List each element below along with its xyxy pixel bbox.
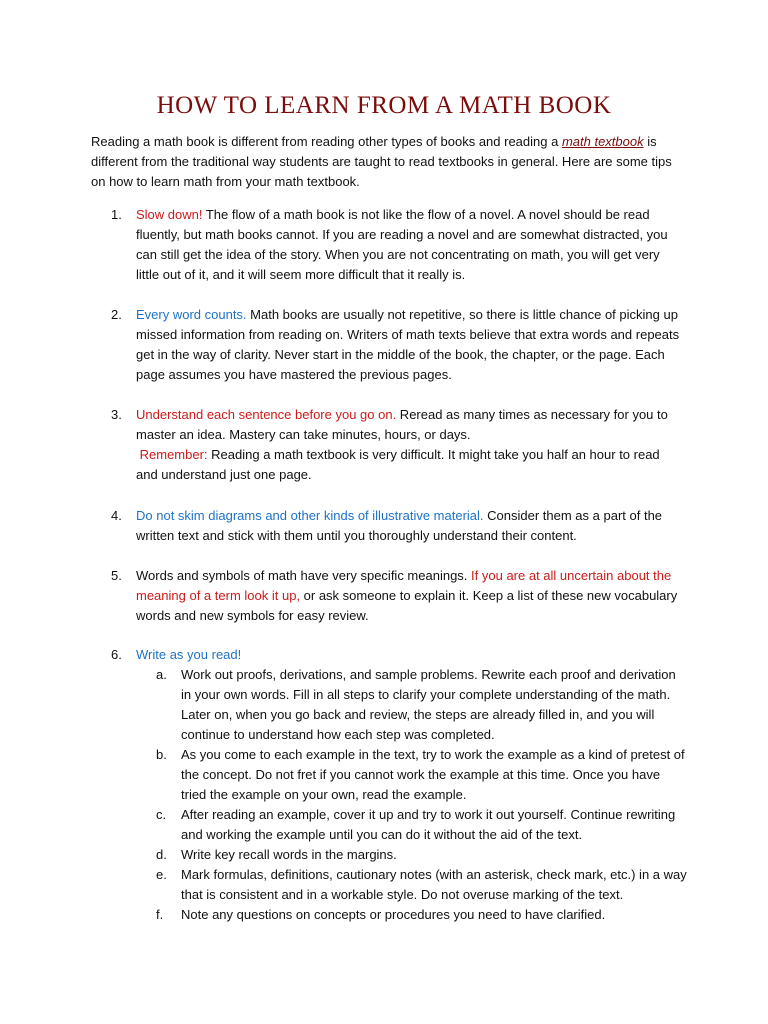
sub-item-letter: a.: [156, 667, 167, 682]
sub-item-c: [136, 805, 688, 845]
item-number: 2.: [111, 307, 122, 322]
remember-text: Reading a math textbook is very difficult. It might take you half an hour to read and understand just one page.: [136, 447, 660, 482]
list-item-1: [91, 205, 681, 285]
list-item-6: [91, 645, 681, 665]
item-text: or ask someone to explain it. Keep a list of these new vocabulary words and new symbols for easy review.: [136, 588, 678, 623]
sub-item-d: [136, 845, 688, 865]
sub-item-text: Note any questions on concepts or procedures you need to have clarified.: [181, 907, 606, 922]
item-number: 3.: [111, 407, 122, 422]
item-highlight: Slow down!: [136, 207, 203, 222]
sub-item-text: After reading an example, cover it up and try to work it out yourself. Continue rewriting and working the example until you can do it without the aid of the text.: [181, 807, 676, 842]
sub-item-letter: c.: [156, 807, 167, 822]
item-highlight: If you are at all uncertain about the meaning of a term look it up,: [136, 568, 672, 603]
item-highlight: Do not skim diagrams and other kinds of illustrative material.: [136, 508, 484, 523]
sub-item-b: [136, 745, 688, 805]
list-item-2: [91, 305, 681, 385]
sub-item-letter: e.: [156, 867, 167, 882]
intro-text-after: is different from the traditional way students are taught to read textbooks in general. Here are some tips on how to learn math from your math textbook.: [91, 134, 672, 189]
sub-item-a: [136, 665, 688, 745]
math-textbook-link[interactable]: math textbook: [561, 134, 644, 149]
item-highlight: Every word counts.: [136, 307, 247, 322]
sub-item-letter: d.: [156, 847, 167, 862]
item-highlight: Write as you read!: [136, 647, 242, 662]
remember-label: Remember:: [139, 447, 208, 462]
item-number: 4.: [111, 508, 122, 523]
page-title: HOW TO LEARN FROM A MATH BOOK: [156, 92, 612, 119]
sub-item-letter: b.: [156, 747, 167, 762]
item-highlight: Understand each sentence before you go on.: [136, 407, 397, 422]
sub-item-text: As you come to each example in the text, try to work the example as a kind of pretest of the concept. Do not fret if you cannot work the example at this time. Once you have tried the example on your own, read the example.: [181, 747, 685, 802]
list-item-5: [91, 566, 681, 626]
item-text: Consider them as a part of the written text and stick with them until you thoroughly understand their content.: [136, 508, 663, 543]
sub-item-text: Write key recall words in the margins.: [181, 847, 397, 862]
item-number: 5.: [111, 568, 122, 583]
sub-item-text: Work out proofs, derivations, and sample problems. Rewrite each proof and derivation in your own words. Fill in all steps to clarify your complete understanding of the math. Later on, when you go back and review, the steps are already filled in, and you will continue to understand how each step was completed.: [181, 667, 676, 742]
item-pre-text: Words and symbols of math have very specific meanings.: [136, 568, 472, 583]
item-text: Math books are usually not repetitive, so there is little chance of picking up missed information from reading on. Writers of math texts believe that extra words and repeats get in the way of clarity. Never start in the middle of the book, the chapter, or the page. Each page assumes you have mastered the previous pages.: [136, 307, 680, 382]
sub-item-f: [136, 905, 688, 925]
sub-item-text: Mark formulas, definitions, cautionary notes (with an asterisk, check mark, etc.) in a way that is consistent and in a workable style. Do not overuse marking of the text.: [181, 867, 687, 902]
sub-item-e: [136, 865, 688, 905]
intro-text-before: Reading a math book is different from reading other types of books and reading a: [91, 134, 562, 149]
list-item-4: [91, 506, 681, 546]
item-text: Reread as many times as necessary for you to master an idea. Mastery can take minutes, hours, or days.: [136, 407, 668, 442]
item-number: 6.: [111, 647, 122, 662]
list-item-3: [91, 405, 681, 485]
item-text: The flow of a math book is not like the flow of a novel. A novel should be read fluently, but math books cannot. If you are reading a novel and are somewhat distracted, you can still get the idea of the story. When you are not concentrating on math, you will get very little out of it, and it will seem more difficult that it really is.: [136, 207, 668, 282]
item-number: 1.: [111, 207, 122, 222]
intro-paragraph: [91, 132, 681, 192]
sub-item-letter: f.: [156, 907, 164, 922]
